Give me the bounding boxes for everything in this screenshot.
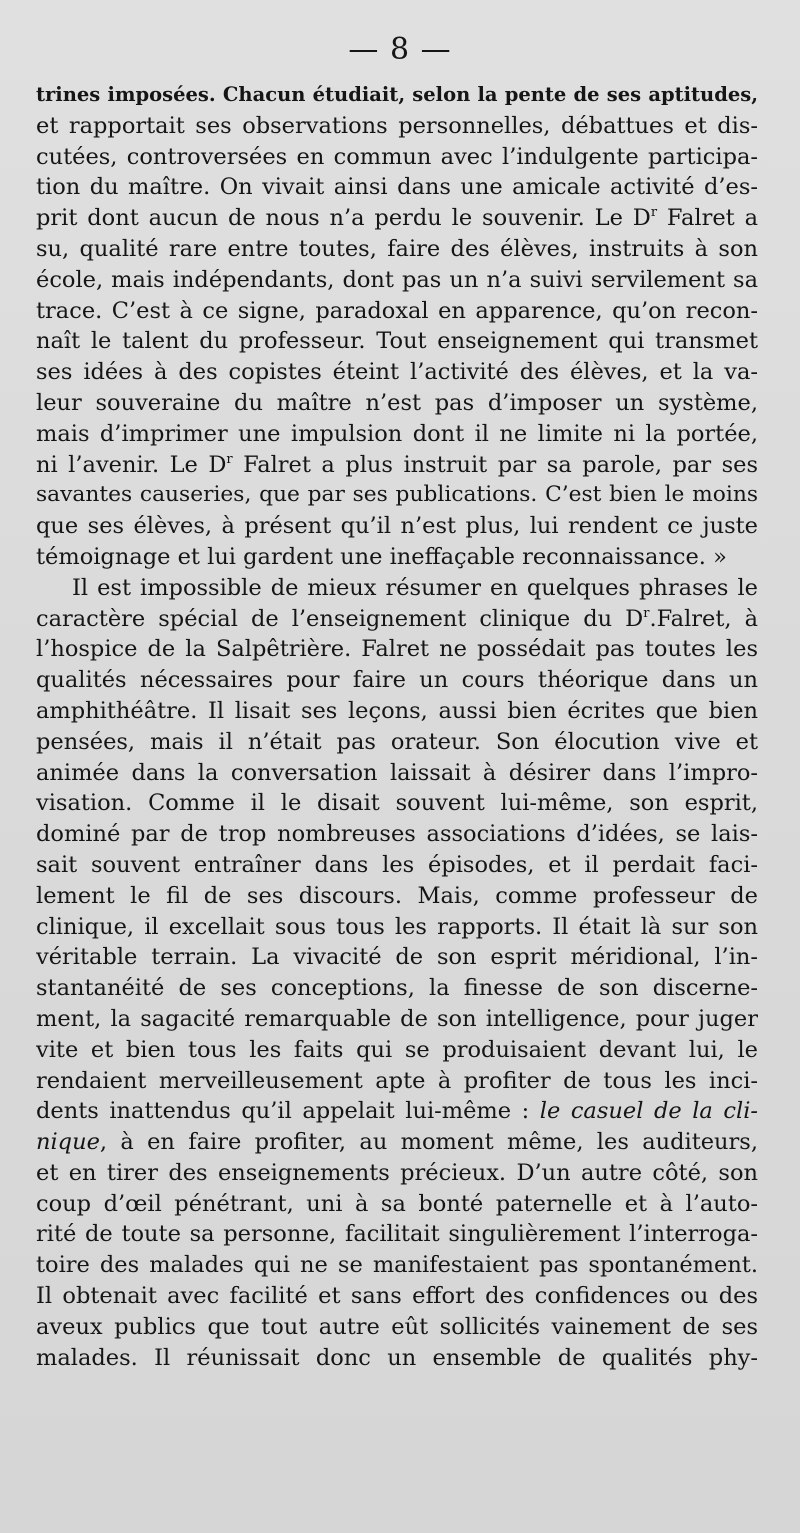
paragraph-2 (36, 573, 758, 1374)
text-line: caractère spécial de l’enseignement clinique du $D^r.Falret$, à (36, 605, 758, 632)
text-line: trines imposées. Chacun étudiait, selon la pente de ses aptitudes, (36, 83, 758, 106)
italic-quote: nique (36, 1129, 100, 1156)
body-text (36, 80, 758, 1373)
text-line: rité de toute sa personne, facilitait singulièrement l’interroga- (36, 1221, 758, 1248)
text-line: tion du maître. On vivait ainsi dans une amicale activité d’es- (36, 174, 758, 201)
text-line: vite et bien tous les faits qui se produisaient devant lui, le (36, 1036, 758, 1063)
text-line: rendaient merveilleusement apte à profiter de tous les inci- (36, 1067, 758, 1094)
text-line: amphithéâtre. Il lisait ses leçons, aussi bien écrites que bien (36, 697, 758, 724)
text-line: nique, à en faire profiter, au moment même, les auditeurs, (36, 1129, 758, 1156)
text-line: véritable terrain. La vivacité de son esprit méridional, l’in- (36, 944, 758, 971)
text-line: toire des malades qui ne se manifestaient pas spontanément. (36, 1252, 758, 1279)
text-line: aveux publics que tout autre eût sollicités vainement de ses (36, 1313, 758, 1340)
text-line: su, qualité rare entre toutes, faire des élèves, instruits à son (36, 235, 758, 262)
text-line: savantes causeries, que par ses publications. C’est bien le moins (36, 482, 758, 508)
text-line: qualités nécessaires pour faire un cours théorique dans un (36, 667, 758, 694)
text-line: malades. Il réunissait donc un ensemble de qualités phy- (36, 1344, 758, 1371)
text-line: trace. C’est à ce signe, paradoxal en apparence, qu’on recon- (36, 297, 758, 324)
text-line: coup d’œil pénétrant, uni à sa bonté paternelle et à l’auto- (36, 1190, 758, 1217)
text-line: visation. Comme il le disait souvent lui-même, son esprit, (36, 790, 758, 817)
text-line: ni l’avenir. Le $D^r$ Falret a plus instruit par sa parole, par ses (36, 451, 758, 478)
text-line: naît le talent du professeur. Tout enseignement qui transmet (36, 328, 758, 355)
text-line: animée dans la conversation laissait à désirer dans l’impro- (36, 759, 758, 786)
text-line: dominé par de trop nombreuses associations d’idées, se lais- (36, 821, 758, 848)
text-line: école, mais indépendants, dont pas un n’a suivi servilement sa (36, 266, 758, 293)
text-line: témoignage et lui gardent une ineffaçable reconnaissance. » (36, 543, 727, 570)
text-line: lement le fil de ses discours. Mais, comme professeur de (36, 882, 758, 909)
text-line: leur souveraine du maître n’est pas d’imposer un système, (36, 389, 758, 416)
text-line: pensées, mais il n’était pas orateur. Son élocution vive et (36, 728, 758, 755)
text-line: cutées, controversées en commun avec l’indulgente participa- (36, 143, 758, 170)
paragraph-1 (36, 80, 758, 573)
text-line: Il obtenait avec facilité et sans effort des confidences ou des (36, 1283, 758, 1310)
italic-quote: le casuel de la cli- (539, 1098, 758, 1125)
text-line: l’hospice de la Salpêtrière. Falret ne possédait pas toutes les (36, 636, 758, 663)
text-line: et en tirer des enseignements précieux. D’un autre côté, son (36, 1159, 758, 1186)
page-number: — 8 — (348, 32, 452, 67)
text-line: que ses élèves, à présent qu’il n’est plus, lui rendent ce juste (36, 513, 758, 540)
text-line: stantanéité de ses conceptions, la finesse de son discerne- (36, 975, 758, 1002)
text-line: mais d’imprimer une impulsion dont il ne limite ni la portée, (36, 420, 758, 447)
text-line: dents inattendus qu’il appelait lui-même : le casuel de la cli- (36, 1098, 758, 1125)
text-line: ment, la sagacité remarquable de son intelligence, pour juger (36, 1005, 758, 1032)
text-line: et rapportait ses observations personnelles, débattues et dis- (36, 112, 758, 139)
text-line: sait souvent entraîner dans les épisodes, et il perdait faci- (36, 851, 758, 878)
text-line: prit dont aucun de nous n’a perdu le souvenir. Le $D^r$ Falret a (36, 205, 758, 232)
text-line: clinique, il excellait sous tous les rapports. Il était là sur son (36, 913, 758, 940)
text-line: ses idées à des copistes éteint l’activité des élèves, et la va- (36, 359, 758, 386)
text-line: Il est impossible de mieux résumer en quelques phrases le (72, 574, 758, 601)
